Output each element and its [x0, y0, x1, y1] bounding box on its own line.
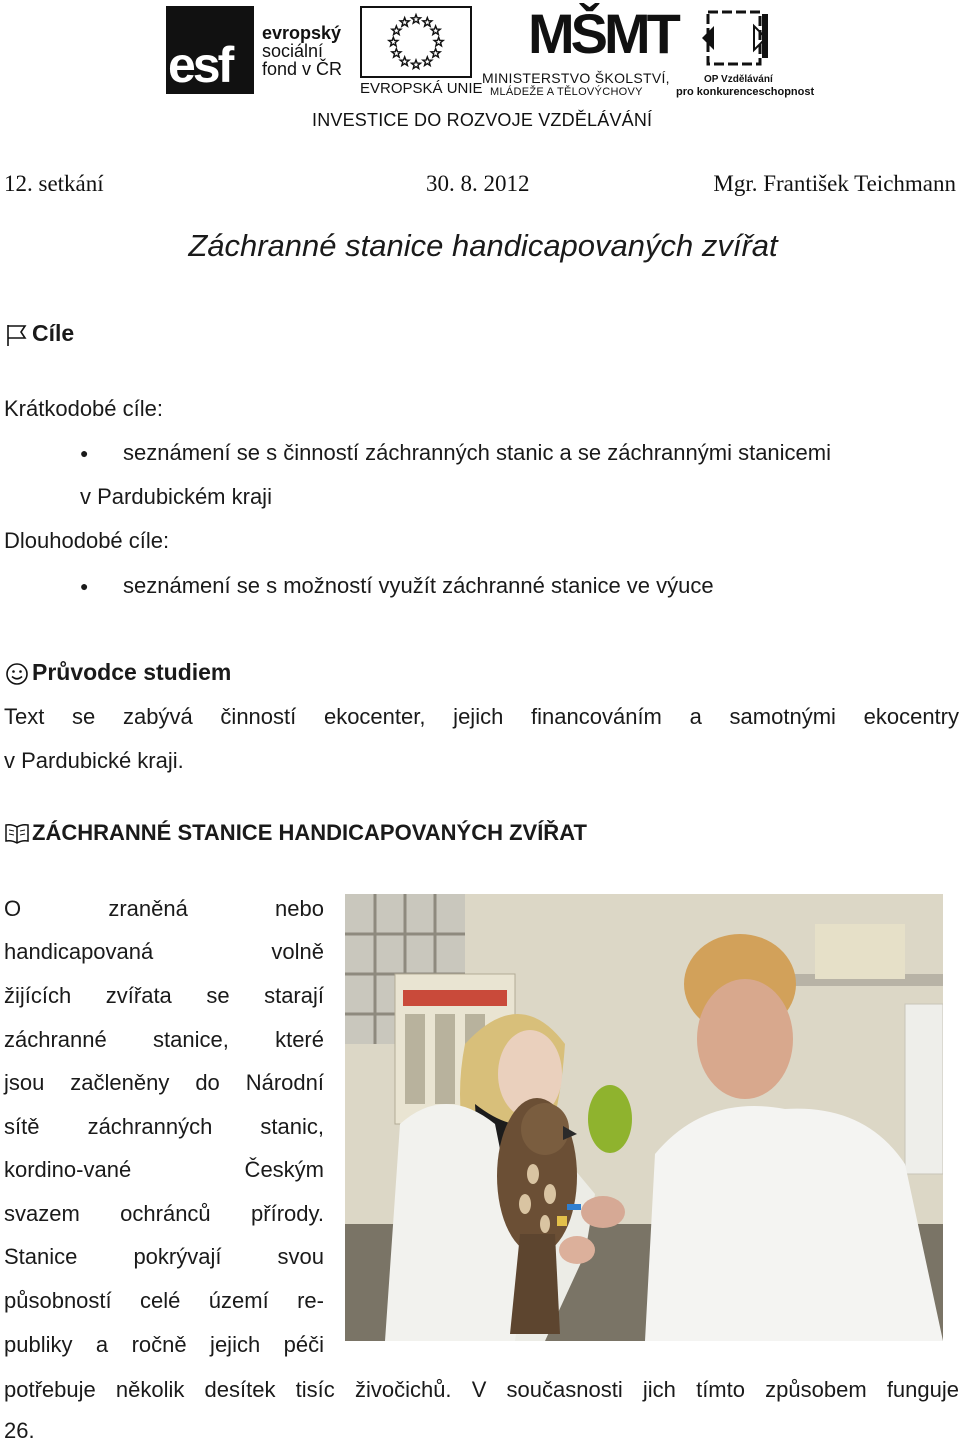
- section-last-line: 26.: [4, 1418, 35, 1443]
- eu-star-icon: [412, 15, 421, 24]
- page-title: Záchranné stanice handicapovaných zvířat: [188, 228, 778, 263]
- esf-caption-line-2: sociální: [262, 41, 324, 61]
- meeting-date: 30. 8. 2012: [426, 171, 530, 196]
- smiley-icon: [4, 662, 30, 686]
- esf-caption: [262, 24, 342, 78]
- eu-star-icon: [412, 60, 421, 69]
- guide-line-1: Text se zabývá činností ekocenter, jejich financováním a samotnými ekocentry: [4, 704, 959, 729]
- eu-star-icon: [392, 49, 401, 58]
- column-line: žijících zvířata se starají: [4, 983, 324, 1008]
- goals-heading: [4, 320, 74, 347]
- column-line: jsou začleněny do Národní: [4, 1070, 324, 1095]
- op-line-1: OP Vzdělávání: [704, 74, 773, 85]
- column-line: publiky a ročně jejich péči: [4, 1332, 324, 1357]
- short-term-item-continuation: v Pardubickém kraji: [80, 484, 272, 509]
- long-term-label: Dlouhodobé cíle:: [4, 528, 170, 553]
- eu-star-icon: [389, 37, 398, 46]
- eu-star-icon: [431, 49, 440, 58]
- eu-label: EVROPSKÁ UNIE: [360, 80, 483, 97]
- flag-icon: [4, 323, 30, 347]
- column-line: působností celé území re-: [4, 1288, 324, 1313]
- eu-star-icon: [431, 26, 440, 35]
- guide-heading-text: Průvodce studiem: [32, 659, 232, 685]
- long-term-item: seznámení se s možností využít záchranné stanice ve výuce: [123, 573, 714, 598]
- esf-logo-text: esf: [168, 37, 232, 93]
- bullet-icon: ●: [80, 445, 89, 461]
- eu-star-icon: [392, 26, 401, 35]
- author-name: Mgr. František Teichmann: [713, 171, 956, 196]
- guide-heading: [4, 659, 231, 686]
- eu-star-icon: [400, 57, 409, 66]
- msmt-line-2: MLÁDEŽE A TĚLOVÝCHOVY: [490, 86, 643, 98]
- section-heading-text: ZÁCHRANNÉ STANICE HANDICAPOVANÝCH ZVÍŘAT: [32, 820, 587, 845]
- book-icon: [4, 823, 30, 845]
- eu-star-icon: [423, 57, 432, 66]
- eu-flag-icon: [360, 6, 472, 78]
- esf-caption-line-3: fond v ČR: [262, 59, 343, 79]
- section-heading: [4, 820, 587, 846]
- goals-heading-text: Cíle: [32, 320, 75, 346]
- op-logo-icon: [700, 8, 776, 72]
- column-line: kordino-vané Českým: [4, 1157, 324, 1182]
- column-line: svazem ochránců přírody.: [4, 1201, 324, 1226]
- short-term-label: Krátkodobé cíle:: [4, 396, 163, 421]
- short-term-item: seznámení se s činností záchranných stanic a se záchrannými stanicemi: [123, 440, 831, 465]
- column-line: handicapovaná volně: [4, 939, 324, 964]
- eu-star-icon: [423, 18, 432, 27]
- msmt-line-1: MINISTERSTVO ŠKOLSTVÍ,: [482, 70, 670, 86]
- photo-hawk-examination: [345, 894, 943, 1341]
- column-line: Stanice pokrývají svou: [4, 1244, 324, 1269]
- esf-caption-line-1: evropský: [262, 23, 342, 43]
- op-line-2: pro konkurenceschopnost: [676, 86, 815, 98]
- column-line: O zraněná nebo: [4, 896, 324, 921]
- section-line-full: potřebuje několik desítek tisíc živočichů. V současnosti jich tímto způsobem funguje: [4, 1377, 959, 1402]
- bullet-icon: ●: [80, 578, 89, 594]
- eu-star-icon: [400, 18, 409, 27]
- column-line: záchranné stanice, které: [4, 1027, 324, 1052]
- eu-star-icon: [434, 37, 443, 46]
- msmt-logo: MŠMT: [528, 2, 677, 65]
- column-line: sítě záchranných stanic,: [4, 1114, 324, 1139]
- banner-tagline: INVESTICE DO ROZVOJE VZDĚLÁVÁNÍ: [312, 110, 653, 130]
- guide-line-2: v Pardubické kraji.: [4, 748, 184, 773]
- meeting-number: 12. setkání: [4, 171, 104, 196]
